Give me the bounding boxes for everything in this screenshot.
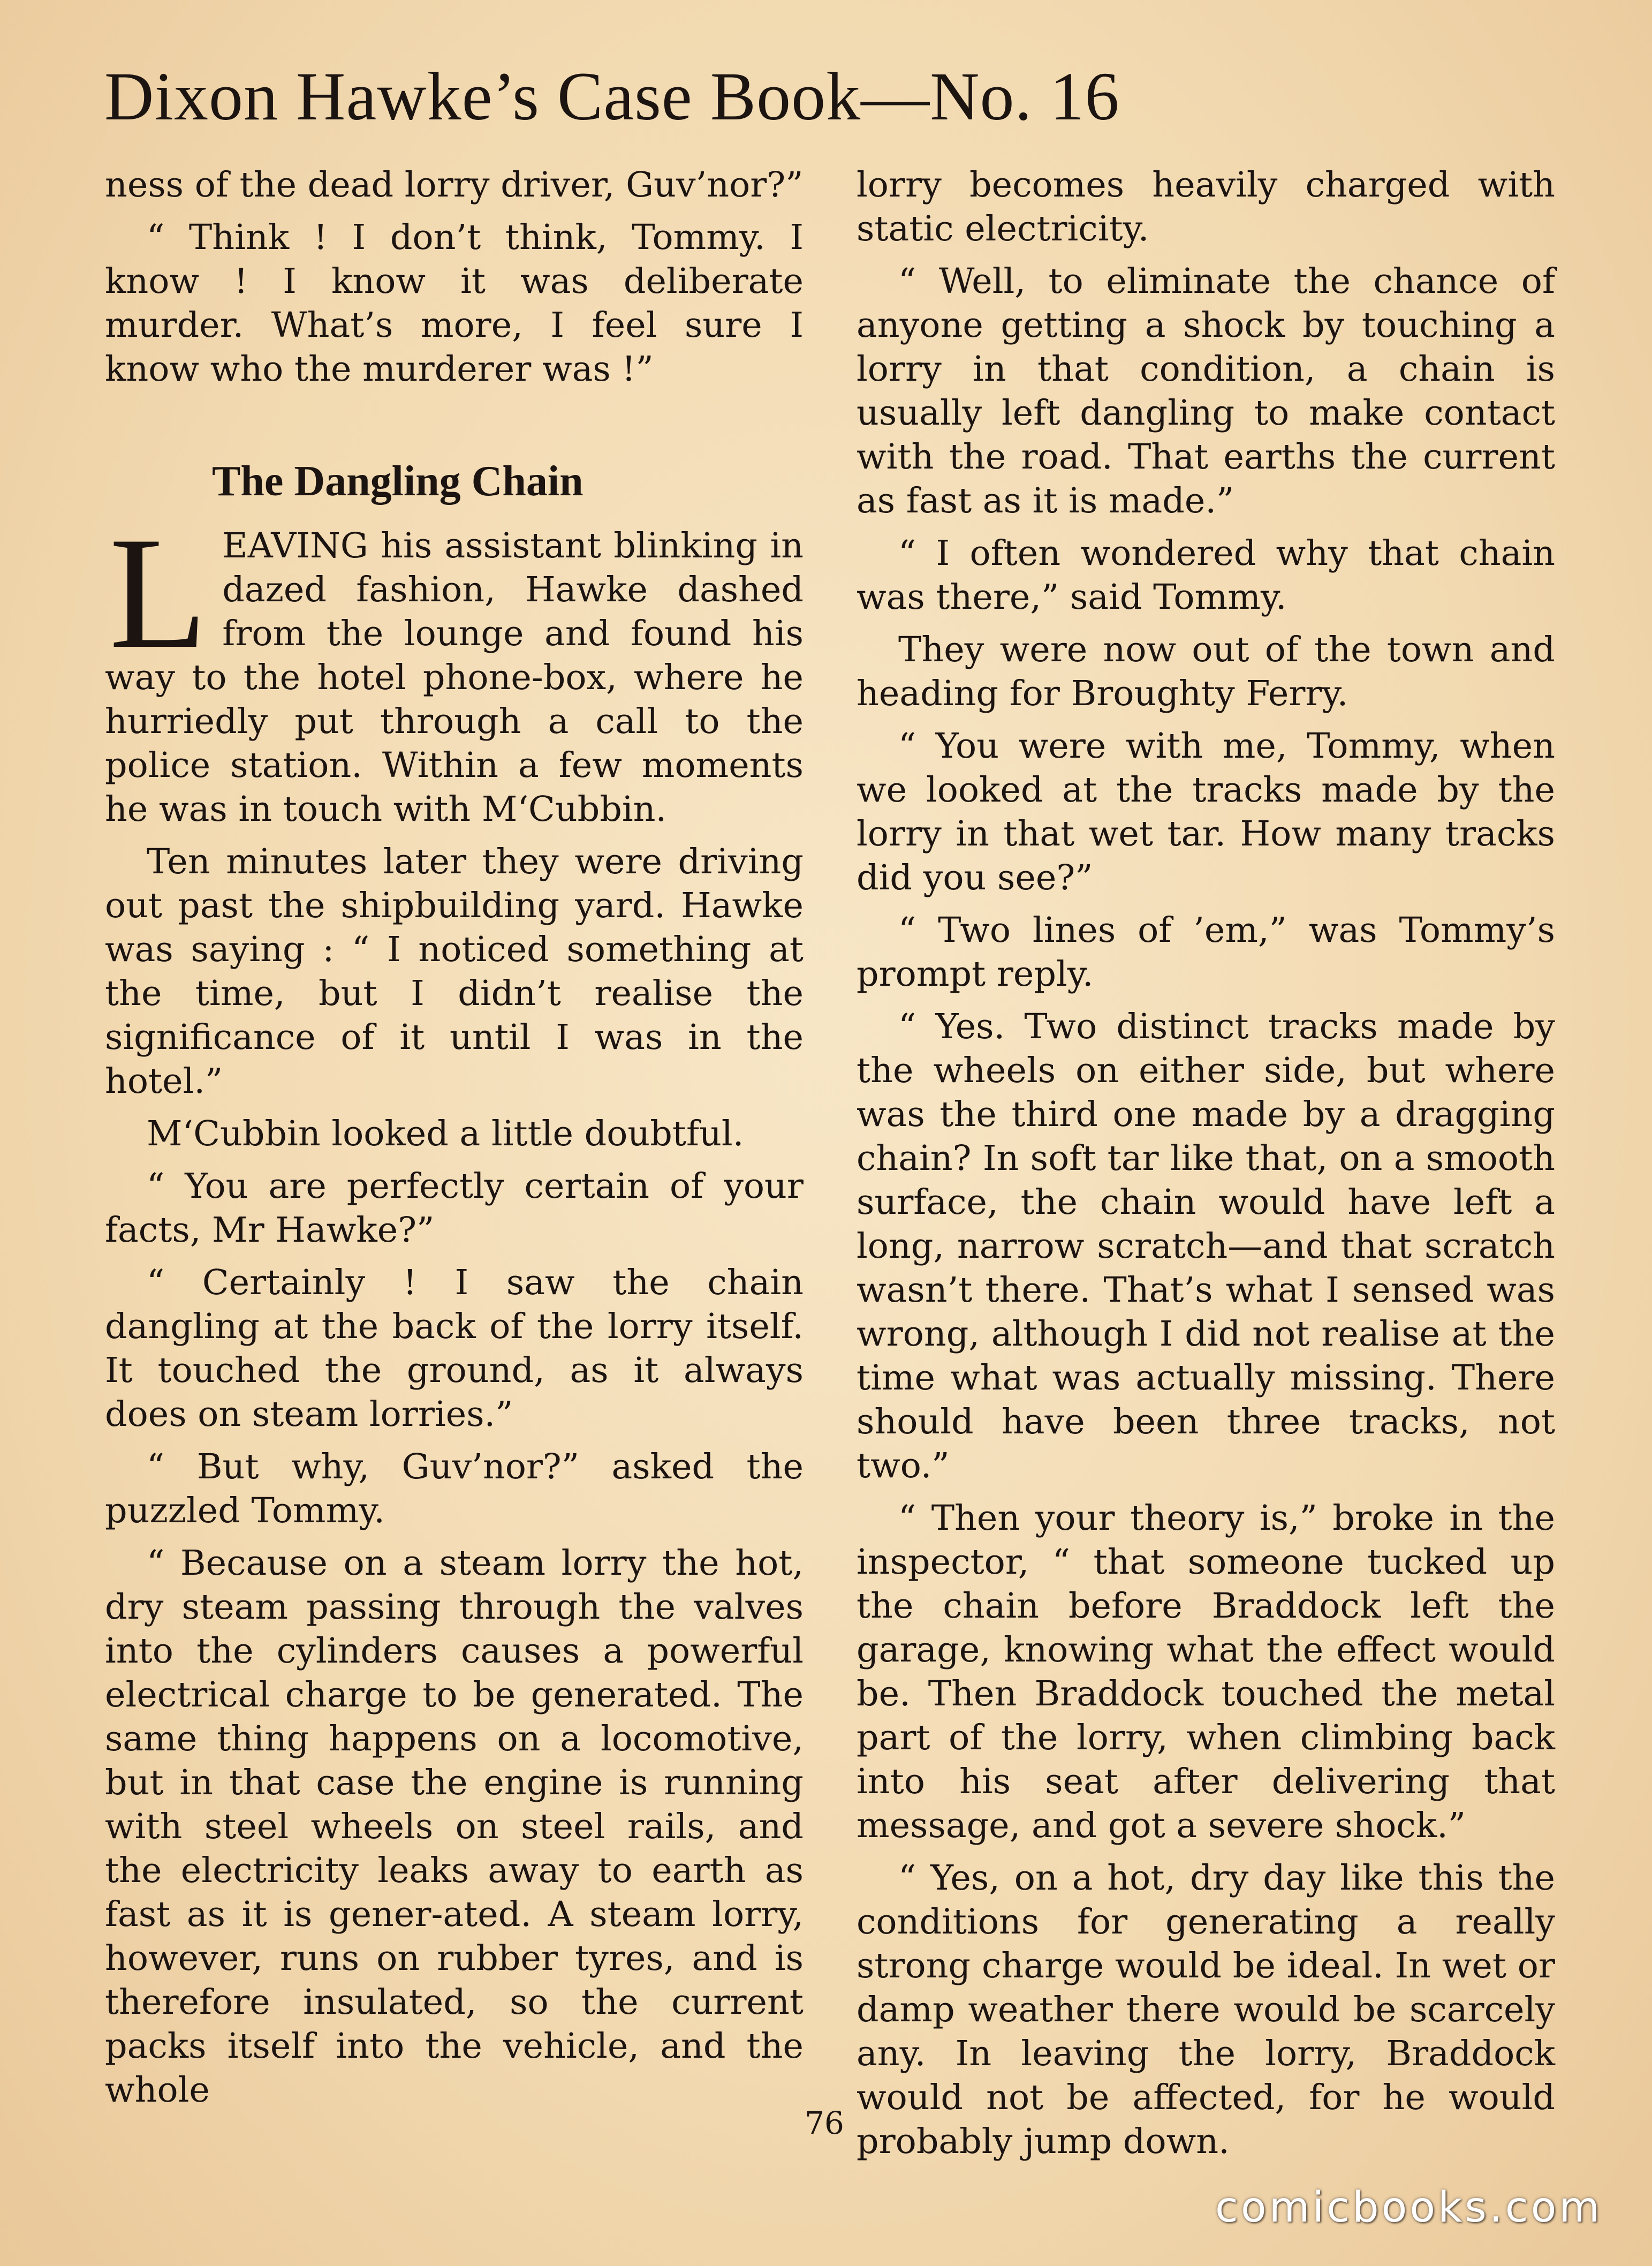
paragraph: “ Two lines of ’em,” was Tommy’s prompt reply. [857,910,1555,994]
paragraph: ness of the dead lorry driver, Guv’nor?” [105,165,804,205]
paragraph: “ I often wondered why that chain was there,” said Tommy. [857,533,1555,617]
paragraph: “ Well, to eliminate the chance of anyone getting a shock by touching a lorry in that condition, a chain is usually left dangling to make contact with the road. That earths the current as fast as it is made.” [857,261,1555,521]
paragraph: Ten minutes later they were driving out past the shipbuilding yard. Hawke was saying : “ I noticed something at the time, but I didn’t realise the significance of it until I was in the hotel.” [105,842,804,1101]
paragraph: “ You were with me, Tommy, when we looked at the tracks made by the lorry in that wet tar. How many tracks did you see?” [857,726,1555,898]
paragraph: “ But why, Guv’nor?” asked the puzzled Tommy. [105,1447,804,1531]
left-column [105,163,804,2121]
paragraph: “ Think ! I don’t think, Tommy. I know ! I know it was deliberate murder. What’s more, I feel sure I know who the murderer was !” [105,217,804,389]
paragraph: “ Because on a steam lorry the hot, dry steam passing through the valves into the cylinders causes a powerful electrical charge to be generated. The same thing happens on a locomotive, but in that case the engine is running with steel wheels on steel rails, and the electricity leaks away to earth as fast as it is gener-ated. A steam lorry, however, runs on rubber tyres, and is therefore insulated, so the current packs itself into the vehicle, and the whole [105,1543,804,2110]
paragraph: lorry becomes heavily charged with static electricity. [857,165,1555,249]
page-number: 76 [805,2105,844,2141]
right-column [857,163,1555,2172]
section-heading: The Dangling Chain [212,458,583,505]
page-title: Dixon Hawke’s Case Book—No. 16 [104,58,1120,134]
paragraph: “ Then your theory is,” broke in the inspector, “ that someone tucked up the chain before Braddock left the garage, knowing what the effect would be. Then Braddock touched the metal part of the lorry, when climbing back into his seat after delivering that message, and got a severe shock.” [857,1498,1555,1846]
paragraph-with-dropcap [105,504,804,832]
paragraph: “ Yes, on a hot, dry day like this the conditions for generating a really strong charge would be ideal. In wet or damp weather there would be scarcely any. In leaving the lorry, Braddock would not be affected, for he would probably jump down. [857,1858,1555,2162]
paragraph: “ You are perfectly certain of your facts, Mr Hawke?” [105,1166,804,1250]
paragraph: M‘Cubbin looked a little doubtful. [147,1114,744,1154]
paragraph: “ Certainly ! I saw the chain dangling at the back of the lorry itself. It touched the ground, as it always does on steam lorries.” [105,1263,804,1434]
paragraph: They were now out of the town and heading for Broughty Ferry. [857,630,1555,714]
watermark: comicbooks.com [1215,2184,1603,2232]
paragraph-text: EAVING his assistant blinking in dazed fashion, Hawke dashed from the lounge and found his way to the hotel phone-box, where he hurriedly put through a call to the police station. Within a few moments he was in touch with M‘Cubbin. [105,526,804,829]
paragraph: “ Yes. Two distinct tracks made by the wheels on either side, but where was the third one made by a dragging chain? In soft tar like that, on a smooth surface, the chain would have left a long, narrow scratch—and that scratch wasn’t there. That’s what I sensed was wrong, although I did not realise at the time what was actually missing. There should have been three tracks, not two.” [857,1007,1555,1486]
drop-cap: L [109,504,208,682]
